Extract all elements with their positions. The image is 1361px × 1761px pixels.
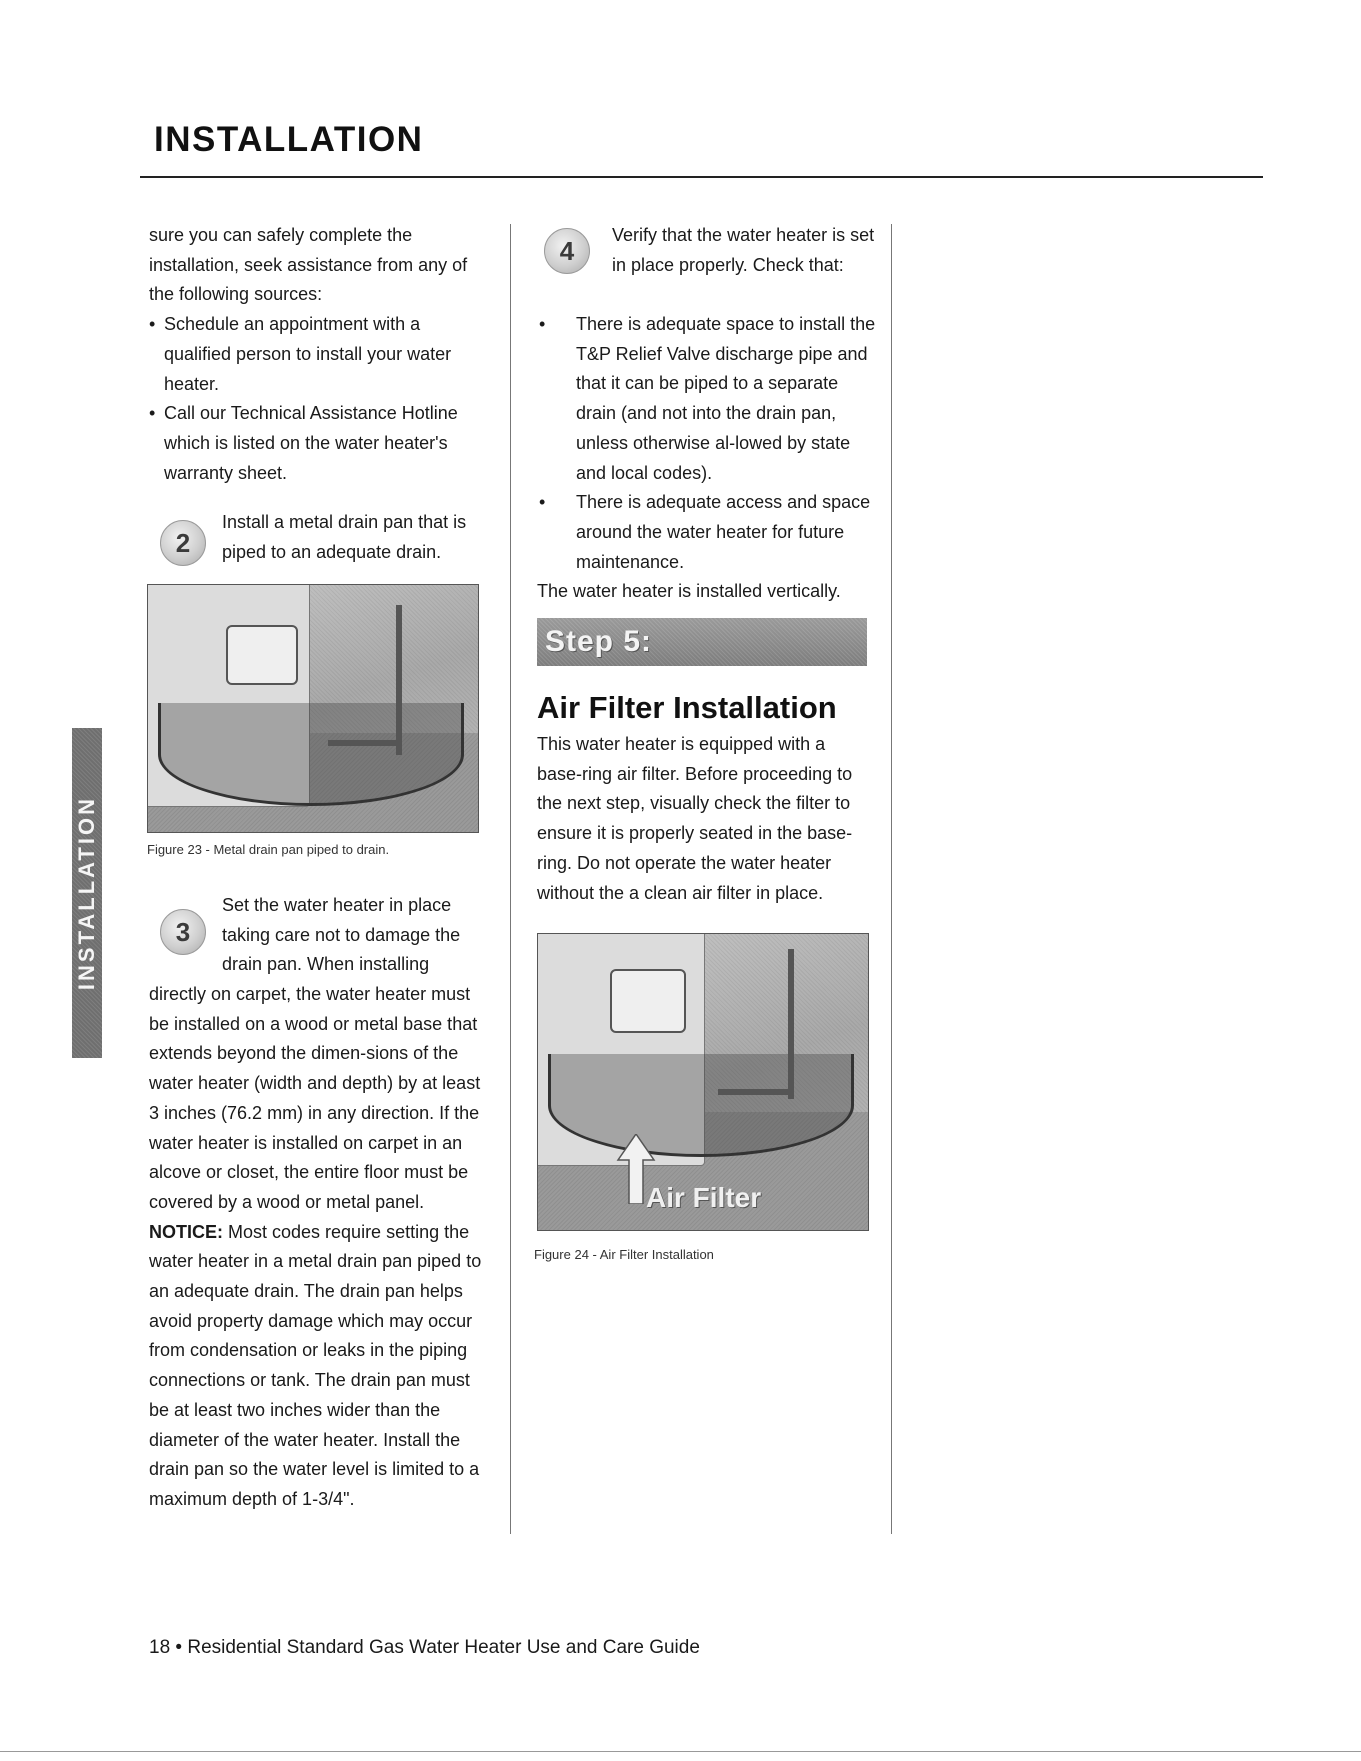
intro-paragraph: sure you can safely complete the installation, seek assistance from any of the following sources:	[149, 225, 468, 305]
step-5-banner	[537, 618, 867, 666]
section-heading: Air Filter Installation	[537, 690, 837, 725]
list-item: • There is adequate access and space around the water heater for future maintenance.	[537, 488, 877, 577]
step-2-badge: 2	[160, 520, 206, 566]
air-filter-label: Air Filter	[646, 1182, 762, 1213]
notice-text: Most codes require setting the water heater in a metal drain pan piped to an adequate drain. The drain pan helps avoid property damage which may occur from condensation or leaks in the piping connections or tank. The drain pan must be at least two inches wider than the diameter of the water heater. Install the drain pan so the water level is limited to a maximum depth of 1-3/4".	[149, 1221, 482, 1509]
figure-24-caption: Figure 24 - Air Filter Installation	[534, 1247, 714, 1262]
figure-23-caption: Figure 23 - Metal drain pan piped to drain.	[147, 842, 390, 857]
figure-23-photo	[147, 584, 479, 833]
step-2-text: Install a metal drain pan that is piped to an adequate drain.	[222, 512, 467, 562]
column-divider-left	[510, 224, 511, 1534]
list-item: • Call our Technical Assistance Hotline which is listed on the water heater's warranty sheet.	[149, 399, 484, 488]
step-3-lead-text: Set the water heater in place taking care not to damage the drain pan. When installing	[222, 895, 461, 975]
vertical-note: The water heater is installed vertically.	[537, 581, 841, 602]
step-4-badge: 4	[544, 228, 590, 274]
figure-24-photo	[537, 933, 869, 1231]
list-item: • Schedule an appointment with a qualified person to install your water heater.	[149, 310, 484, 399]
column-divider-right	[891, 224, 892, 1534]
step-3-badge: 3	[160, 909, 206, 955]
step-4-checklist	[537, 310, 877, 577]
step-3-paragraph: directly on carpet, the water heater must be installed on a wood or metal base that extends beyond the dimen-sions of the water heater (width and depth) by at least 3 inches (76.2 mm) in any direction. If the water heater is installed on carpet in an alcove or closet, the entire floor must be covered by a wood or metal panel.	[149, 984, 481, 1212]
title-rule	[140, 176, 1263, 178]
notice-label: NOTICE:	[149, 1221, 223, 1242]
side-section-tab	[72, 728, 102, 1058]
page-footer: 18 • Residential Standard Gas Water Heater Use and Care Guide	[149, 1637, 700, 1658]
step-5-banner-label: Step 5:	[545, 625, 653, 658]
list-item: • There is adequate space to install the T&P Relief Valve discharge pipe and that it can be piped to a separate drain (and not into the drain pan, unless otherwise al-lowed by state and local codes).	[537, 310, 877, 488]
notice-paragraph	[149, 1218, 484, 1515]
step-4-text: Verify that the water heater is set in place properly. Check that:	[612, 225, 875, 275]
page-title: INSTALLATION	[154, 120, 424, 159]
step-3-body	[149, 980, 484, 1515]
air-filter-paragraph: This water heater is equipped with a base-ring air filter. Before proceeding to the next step, visually check the filter to ensure it is properly seated in the base-ring. Do not operate the water heater without the a clean air filter in place.	[537, 734, 853, 903]
intro-block	[149, 221, 484, 488]
side-tab-label: INSTALLATION	[74, 795, 99, 991]
step-4-checklist-block	[537, 310, 877, 607]
assistance-list	[149, 310, 484, 488]
bottom-rule	[0, 1751, 1361, 1752]
